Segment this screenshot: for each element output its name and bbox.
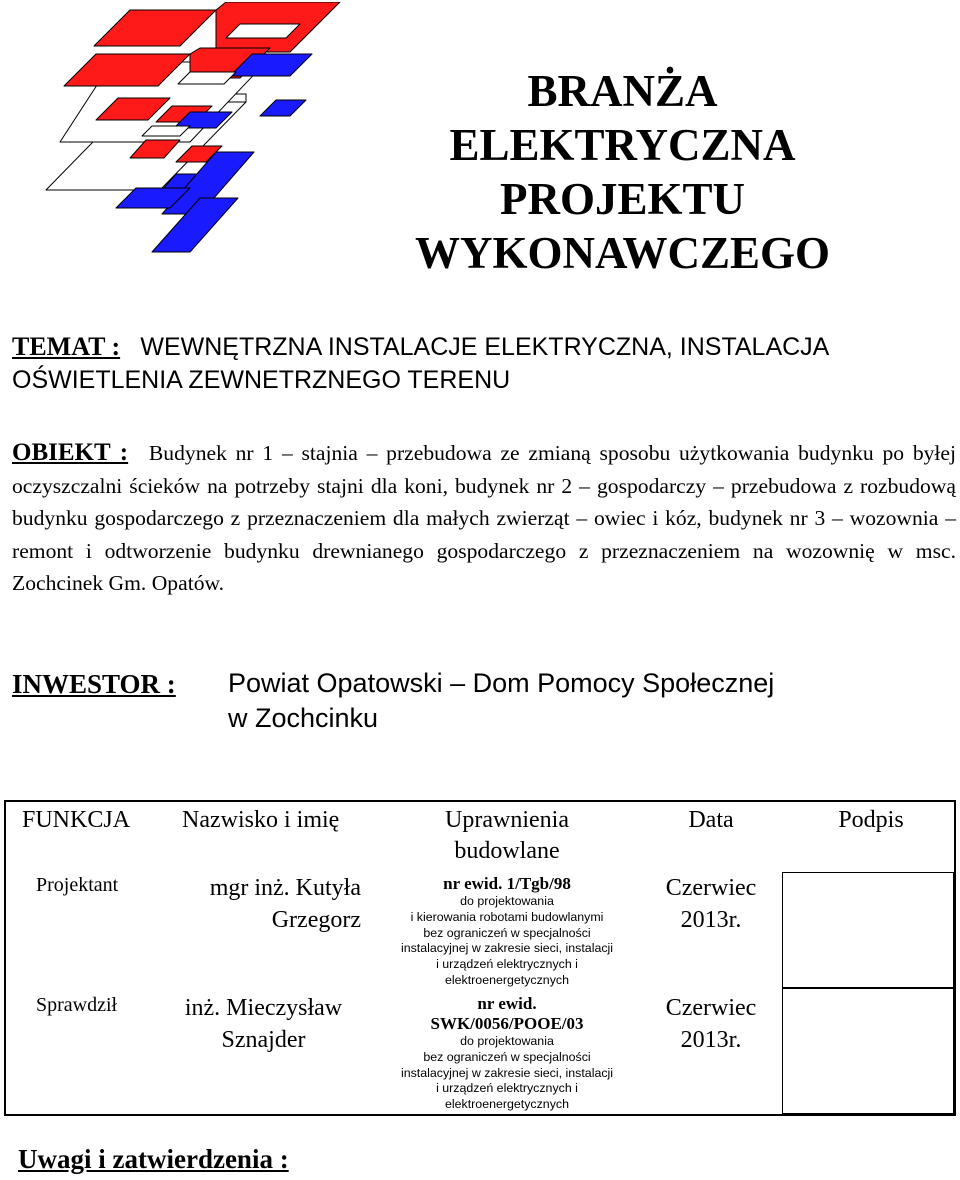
row-name bbox=[166, 992, 361, 1056]
header-nazwisko: Nazwisko i imię bbox=[182, 807, 340, 833]
header-uprawnienia-line: budowlane bbox=[454, 838, 560, 864]
row-funkcja: Sprawdził bbox=[36, 994, 118, 1016]
title-line: PROJEKTU bbox=[499, 174, 746, 224]
temat-section bbox=[12, 330, 957, 397]
reg-line: elektroenergetycznych bbox=[445, 1097, 569, 1112]
reg-line: instalacyjnej w zakresie sieci, instalacji bbox=[400, 1065, 614, 1080]
header-funkcja: FUNKCJA bbox=[22, 807, 131, 833]
row-date bbox=[646, 992, 776, 1056]
row-funkcja: Projektant bbox=[36, 874, 119, 896]
header-uprawnienia-line: Uprawnienia bbox=[445, 807, 569, 833]
inwestor-line: w Zochcinku bbox=[228, 703, 379, 733]
row-date-line: Czerwiec bbox=[665, 995, 757, 1021]
reg-line: i urządzeń elektrycznych i bbox=[436, 957, 578, 972]
row-date-line: 2013r. bbox=[680, 1027, 742, 1053]
row-date bbox=[646, 872, 776, 936]
reg-line: do projektowania bbox=[460, 1034, 554, 1048]
row-date-line: Czerwiec bbox=[665, 875, 757, 901]
row-name-line: Sznajder bbox=[221, 1027, 306, 1053]
reg-line: instalacyjnej w zakresie sieci, instalacji bbox=[400, 941, 614, 956]
row-uprawnienia bbox=[382, 994, 632, 1113]
signature-box bbox=[782, 988, 954, 1114]
obiekt-section bbox=[12, 437, 956, 600]
obiekt-value: Budynek nr 1 – stajnia – przebudowa ze zmianą sposobu użytkowania budynku po byłej oczyszczalni ścieków na potrzeby stajni dla koni, budynek nr 2 – gospodarczy – przebudowa z rozbudową budynku gospodarczego z przeznaczeniem dla małych zwierząt – owiec i kóz, budynek nr 3 – wozownia – remont i odtworzenie budynku drewnianego gospodarczego z przeznaczeniem na wozownię w msc. Zochcinek Gm. Opatów. bbox=[12, 441, 956, 595]
reg-line: i kierowania robotami budowlanymi bbox=[410, 909, 604, 924]
row-name-line: inż. Mieczysław bbox=[184, 995, 343, 1021]
signature-table bbox=[4, 800, 956, 1116]
row-uprawnienia bbox=[382, 874, 632, 989]
title-line: ELEKTRYCZNA bbox=[449, 120, 796, 170]
row-date-line: 2013r. bbox=[680, 907, 742, 933]
row-name-line: Grzegorz bbox=[271, 907, 361, 933]
uwagi-label: Uwagi i zatwierdzenia : bbox=[18, 1144, 289, 1174]
header-uprawnienia bbox=[382, 805, 632, 867]
temat-value: WEWNĘTRZNA INSTALACJE ELEKTRYCZNA, INSTALACJA OŚWIETLENIA ZEWNETRZNEGO TERENU bbox=[12, 333, 828, 394]
reg-number: nr ewid. bbox=[477, 994, 537, 1013]
header-podpis: Podpis bbox=[838, 807, 904, 833]
inwestor-line: Powiat Opatowski – Dom Pomocy Społecznej bbox=[228, 668, 775, 698]
title-line: WYKONAWCZEGO bbox=[414, 228, 831, 278]
header-data: Data bbox=[688, 807, 734, 833]
temat-label: TEMAT : bbox=[12, 332, 121, 361]
reg-line: elektroenergetycznych bbox=[445, 972, 569, 987]
inwestor-label: INWESTOR : bbox=[12, 669, 176, 699]
company-logo bbox=[40, 2, 350, 257]
signature-box bbox=[782, 872, 954, 988]
title-line: BRANŻA bbox=[527, 66, 718, 116]
row-name-line: mgr inż. Kutyła bbox=[209, 875, 361, 901]
reg-number: SWK/0056/POOE/03 bbox=[430, 1014, 584, 1033]
reg-number: nr ewid. 1/Tgb/98 bbox=[443, 874, 571, 893]
document-title bbox=[400, 64, 845, 280]
reg-line: do projektowania bbox=[460, 894, 554, 908]
reg-line: bez ograniczeń w specjalności bbox=[423, 925, 591, 940]
row-name bbox=[176, 872, 361, 936]
obiekt-label: OBIEKT : bbox=[12, 439, 129, 466]
inwestor-value bbox=[228, 666, 774, 736]
reg-line: bez ograniczeń w specjalności bbox=[423, 1049, 591, 1064]
reg-line: i urządzeń elektrycznych i bbox=[436, 1081, 578, 1096]
